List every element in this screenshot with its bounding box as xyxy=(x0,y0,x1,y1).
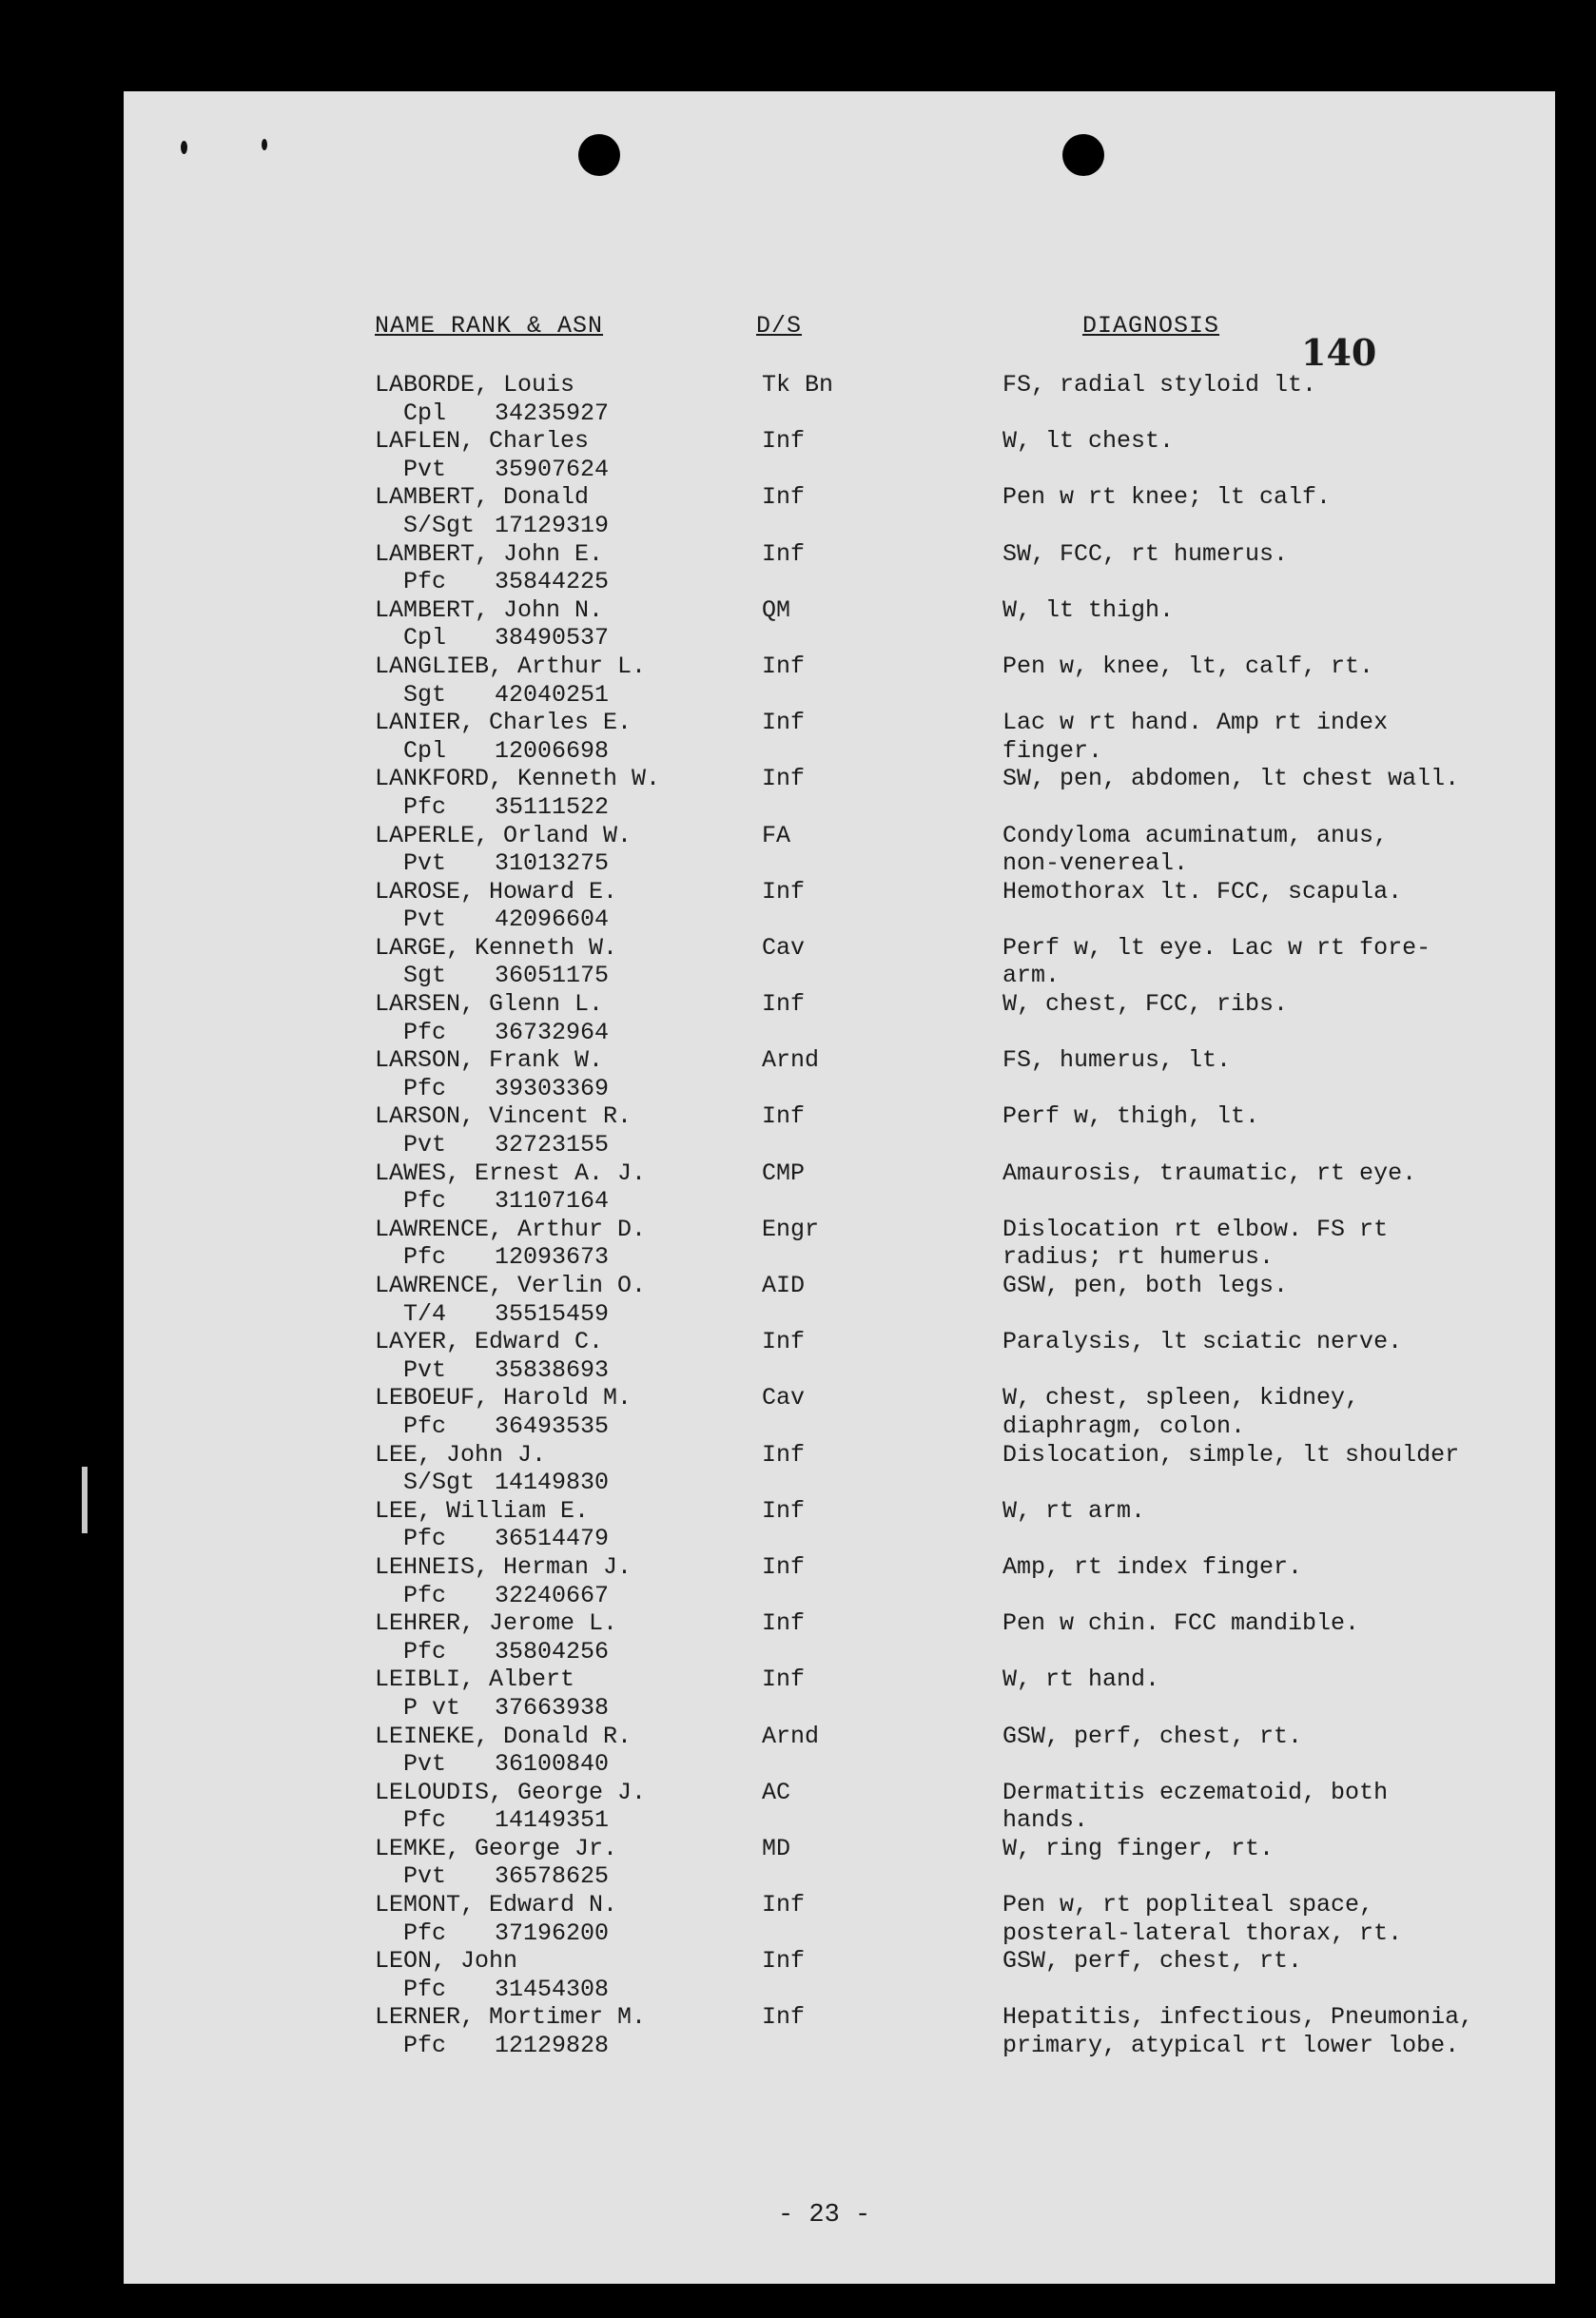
casualty-entry xyxy=(375,596,1516,653)
entry-name: LELOUDIS, George J. xyxy=(375,1778,647,1806)
entry-rank: Pfc xyxy=(403,2032,447,2060)
entry-diagnosis-continued: diaphragm, colon. xyxy=(1002,1412,1246,1440)
entry-rank: Pvt xyxy=(403,1355,447,1384)
casualty-entry xyxy=(375,1272,1516,1328)
entry-asn: 36732964 xyxy=(495,1018,610,1046)
entry-unit: Inf xyxy=(762,483,806,512)
entry-rank: Pfc xyxy=(403,1243,447,1272)
entry-unit: Engr xyxy=(762,1215,820,1243)
casualty-entry xyxy=(375,1665,1516,1722)
casualty-entry xyxy=(375,1553,1516,1609)
entry-rank: Pfc xyxy=(403,1637,447,1665)
casualty-entry xyxy=(375,1779,1516,1835)
entry-unit: Inf xyxy=(762,1440,806,1469)
entry-unit: MD xyxy=(762,1834,791,1862)
entry-name: LAWRENCE, Verlin O. xyxy=(375,1272,647,1299)
entry-rank: Cpl xyxy=(403,624,447,653)
entry-diagnosis: Perf w, lt eye. Lac w rt fore- xyxy=(1002,933,1431,962)
entry-name: LAPERLE, Orland W. xyxy=(375,821,633,849)
entry-rank: Pfc xyxy=(403,1525,447,1553)
entry-name: LABORDE, Louis xyxy=(375,371,575,399)
casualty-entry xyxy=(375,1609,1516,1665)
entry-rank: Pfc xyxy=(403,1975,447,2003)
entry-diagnosis: Dislocation, simple, lt shoulder xyxy=(1002,1440,1460,1469)
entry-name: LAROSE, Howard E. xyxy=(375,877,618,906)
entry-asn: 12006698 xyxy=(495,736,610,765)
casualty-entry xyxy=(375,822,1516,878)
document-page xyxy=(124,91,1555,2284)
entry-rank: Pfc xyxy=(403,1187,447,1216)
entry-unit: AC xyxy=(762,1778,791,1806)
entry-asn: 12093673 xyxy=(495,1243,610,1272)
entry-asn: 32240667 xyxy=(495,1581,610,1609)
entry-asn: 35844225 xyxy=(495,568,610,596)
entry-unit: Cav xyxy=(762,933,806,962)
margin-speck xyxy=(181,141,187,154)
entry-name: LAMBERT, Donald xyxy=(375,483,590,512)
entry-rank: Pvt xyxy=(403,1131,447,1159)
entry-unit: Tk Bn xyxy=(762,371,834,399)
entry-diagnosis: Dermatitis eczematoid, both xyxy=(1002,1778,1389,1806)
margin-speck xyxy=(262,139,267,150)
entry-diagnosis-continued: arm. xyxy=(1002,962,1061,990)
entry-name: LEMONT, Edward N. xyxy=(375,1891,618,1919)
entry-unit: Arnd xyxy=(762,1046,820,1075)
entry-diagnosis-continued: hands. xyxy=(1002,1806,1089,1835)
casualty-entry xyxy=(375,540,1516,596)
entry-rank: Pfc xyxy=(403,568,447,596)
entry-diagnosis: FS, radial styloid lt. xyxy=(1002,371,1317,399)
entry-rank: Cpl xyxy=(403,736,447,765)
casualty-entry xyxy=(375,653,1516,709)
entry-rank: S/Sgt xyxy=(403,511,476,539)
entry-diagnosis: SW, FCC, rt humerus. xyxy=(1002,539,1289,568)
entry-name: LAMBERT, John N. xyxy=(375,595,604,624)
entry-diagnosis: Pen w, knee, lt, calf, rt. xyxy=(1002,652,1374,680)
entry-name: LEIBLI, Albert xyxy=(375,1665,575,1694)
entry-rank: P vt xyxy=(403,1693,461,1722)
entry-rank: Pfc xyxy=(403,1074,447,1102)
entry-name: LARSEN, Glenn L. xyxy=(375,990,604,1019)
entry-asn: 37196200 xyxy=(495,1919,610,1947)
entry-unit: Inf xyxy=(762,427,806,456)
casualty-entry xyxy=(375,1947,1516,2003)
entry-rank: Pvt xyxy=(403,1862,447,1891)
entry-diagnosis: Lac w rt hand. Amp rt index xyxy=(1002,709,1389,737)
entry-diagnosis: W, rt arm. xyxy=(1002,1496,1146,1525)
column-header-name-rank-asn: NAME RANK & ASN xyxy=(375,312,604,340)
casualty-entry xyxy=(375,1328,1516,1384)
casualty-entry xyxy=(375,1891,1516,1947)
casualty-entry xyxy=(375,427,1516,483)
entry-unit: Arnd xyxy=(762,1722,820,1750)
entry-asn: 32723155 xyxy=(495,1131,610,1159)
entry-diagnosis-continued: primary, atypical rt lower lobe. xyxy=(1002,2032,1460,2060)
entry-name: LAWRENCE, Arthur D. xyxy=(375,1215,647,1243)
entry-diagnosis: Hemothorax lt. FCC, scapula. xyxy=(1002,877,1403,906)
entry-rank: Pfc xyxy=(403,1919,447,1947)
casualty-entry xyxy=(375,1497,1516,1553)
entry-asn: 31107164 xyxy=(495,1187,610,1216)
casualty-entry xyxy=(375,2003,1516,2059)
casualty-entry xyxy=(375,1102,1516,1159)
entry-rank: Pfc xyxy=(403,1581,447,1609)
entry-name: LEE, William E. xyxy=(375,1496,590,1525)
entry-name: LEHRER, Jerome L. xyxy=(375,1609,618,1638)
entry-diagnosis: Paralysis, lt sciatic nerve. xyxy=(1002,1328,1403,1356)
entry-asn: 31454308 xyxy=(495,1975,610,2003)
entry-name: LARGE, Kenneth W. xyxy=(375,933,618,962)
entry-name: LAMBERT, John E. xyxy=(375,539,604,568)
entry-asn: 36493535 xyxy=(495,1412,610,1440)
entry-asn: 36578625 xyxy=(495,1862,610,1891)
entry-asn: 37663938 xyxy=(495,1693,610,1722)
entry-unit: AID xyxy=(762,1272,806,1299)
entry-name: LARSON, Frank W. xyxy=(375,1046,604,1075)
entry-unit: Inf xyxy=(762,539,806,568)
entry-asn: 35515459 xyxy=(495,1299,610,1328)
entry-rank: Pvt xyxy=(403,906,447,934)
entry-unit: Inf xyxy=(762,990,806,1019)
entry-rank: Sgt xyxy=(403,962,447,990)
casualty-entry xyxy=(375,709,1516,765)
casualty-entry xyxy=(375,1723,1516,1779)
entry-unit: Inf xyxy=(762,765,806,793)
page-number: 140 xyxy=(1301,331,1377,374)
entry-diagnosis: Condyloma acuminatum, anus, xyxy=(1002,821,1389,849)
entry-asn: 12129828 xyxy=(495,2032,610,2060)
entry-asn: 42040251 xyxy=(495,680,610,709)
entry-diagnosis: Amaurosis, traumatic, rt eye. xyxy=(1002,1159,1417,1187)
page-footer: - 23 - xyxy=(778,2201,871,2230)
entry-name: LANIER, Charles E. xyxy=(375,709,633,737)
entry-unit: Inf xyxy=(762,2003,806,2032)
entry-rank: Pfc xyxy=(403,792,447,821)
entry-name: LEMKE, George Jr. xyxy=(375,1834,618,1862)
casualty-entry xyxy=(375,1384,1516,1440)
entry-asn: 38490537 xyxy=(495,624,610,653)
entry-rank: Pfc xyxy=(403,1412,447,1440)
entry-diagnosis: GSW, perf, chest, rt. xyxy=(1002,1722,1303,1750)
entry-name: LEINEKE, Donald R. xyxy=(375,1722,633,1750)
entry-diagnosis: Pen w, rt popliteal space, xyxy=(1002,1891,1374,1919)
casualty-entry xyxy=(375,1159,1516,1216)
entry-diagnosis: Amp, rt index finger. xyxy=(1002,1552,1303,1581)
entry-unit: Inf xyxy=(762,1552,806,1581)
entry-diagnosis: W, rt hand. xyxy=(1002,1665,1160,1694)
entry-name: LEON, John xyxy=(375,1947,518,1976)
entry-asn: 35838693 xyxy=(495,1355,610,1384)
entry-diagnosis: FS, humerus, lt. xyxy=(1002,1046,1232,1075)
entry-diagnosis-continued: posteral-lateral thorax, rt. xyxy=(1002,1919,1403,1947)
casualty-entry xyxy=(375,934,1516,990)
casualty-entry xyxy=(375,483,1516,539)
entry-unit: Inf xyxy=(762,709,806,737)
entry-name: LEHNEIS, Herman J. xyxy=(375,1552,633,1581)
casualty-entry xyxy=(375,878,1516,934)
entry-unit: FA xyxy=(762,821,791,849)
entry-rank: Pvt xyxy=(403,849,447,878)
entry-rank: Pvt xyxy=(403,455,447,483)
punch-hole-left xyxy=(578,134,620,176)
entry-name: LAFLEN, Charles xyxy=(375,427,590,456)
entry-asn: 35804256 xyxy=(495,1637,610,1665)
entry-unit: Inf xyxy=(762,1947,806,1976)
entry-unit: Inf xyxy=(762,1609,806,1638)
entry-diagnosis-continued: radius; rt humerus. xyxy=(1002,1243,1275,1272)
entry-diagnosis: Dislocation rt elbow. FS rt xyxy=(1002,1215,1389,1243)
entry-unit: CMP xyxy=(762,1159,806,1187)
entry-asn: 31013275 xyxy=(495,849,610,878)
entry-name: LANKFORD, Kenneth W. xyxy=(375,765,661,793)
entry-diagnosis: W, ring finger, rt. xyxy=(1002,1834,1275,1862)
entry-diagnosis: Hepatitis, infectious, Pneumonia, xyxy=(1002,2003,1474,2032)
entry-asn: 36051175 xyxy=(495,962,610,990)
casualty-entry xyxy=(375,765,1516,821)
entry-name: LANGLIEB, Arthur L. xyxy=(375,652,647,680)
entry-rank: S/Sgt xyxy=(403,1469,476,1497)
entry-unit: Inf xyxy=(762,652,806,680)
entry-diagnosis: Pen w chin. FCC mandible. xyxy=(1002,1609,1360,1638)
entry-diagnosis: Perf w, thigh, lt. xyxy=(1002,1102,1260,1131)
entry-diagnosis-continued: finger. xyxy=(1002,736,1103,765)
entry-unit: Inf xyxy=(762,877,806,906)
entry-asn: 35111522 xyxy=(495,792,610,821)
entry-name: LAWES, Ernest A. J. xyxy=(375,1159,647,1187)
entry-diagnosis: W, lt thigh. xyxy=(1002,595,1175,624)
entry-diagnosis: GSW, pen, both legs. xyxy=(1002,1272,1289,1299)
casualty-entry xyxy=(375,1441,1516,1497)
entry-asn: 42096604 xyxy=(495,906,610,934)
entry-asn: 14149351 xyxy=(495,1806,610,1835)
entry-diagnosis: GSW, perf, chest, rt. xyxy=(1002,1947,1303,1976)
entry-asn: 17129319 xyxy=(495,511,610,539)
entry-unit: Inf xyxy=(762,1496,806,1525)
entry-rank: Cpl xyxy=(403,399,447,427)
entry-rank: Pfc xyxy=(403,1806,447,1835)
entry-rank: Sgt xyxy=(403,680,447,709)
entry-asn: 34235927 xyxy=(495,399,610,427)
edge-mark xyxy=(82,1467,88,1533)
entry-rank: T/4 xyxy=(403,1299,447,1328)
entry-name: LERNER, Mortimer M. xyxy=(375,2003,647,2032)
casualty-list xyxy=(375,371,1516,2060)
entry-name: LEBOEUF, Harold M. xyxy=(375,1384,633,1412)
entry-asn: 35907624 xyxy=(495,455,610,483)
punch-hole-right xyxy=(1062,134,1104,176)
casualty-entry xyxy=(375,371,1516,427)
entry-diagnosis: Pen w rt knee; lt calf. xyxy=(1002,483,1332,512)
column-header-diagnosis: DIAGNOSIS xyxy=(1082,312,1220,340)
column-header-ds: D/S xyxy=(756,312,803,340)
entry-unit: Cav xyxy=(762,1384,806,1412)
entry-asn: 36100840 xyxy=(495,1750,610,1779)
entry-asn: 36514479 xyxy=(495,1525,610,1553)
entry-rank: Pfc xyxy=(403,1018,447,1046)
entry-name: LARSON, Vincent R. xyxy=(375,1102,633,1131)
entry-name: LEE, John J. xyxy=(375,1440,547,1469)
casualty-entry xyxy=(375,1046,1516,1102)
entry-unit: Inf xyxy=(762,1328,806,1356)
entry-unit: QM xyxy=(762,595,791,624)
entry-asn: 14149830 xyxy=(495,1469,610,1497)
entry-asn: 39303369 xyxy=(495,1074,610,1102)
entry-diagnosis: W, lt chest. xyxy=(1002,427,1175,456)
entry-diagnosis: W, chest, spleen, kidney, xyxy=(1002,1384,1360,1412)
entry-diagnosis-continued: non-venereal. xyxy=(1002,849,1189,878)
entry-diagnosis: SW, pen, abdomen, lt chest wall. xyxy=(1002,765,1460,793)
casualty-entry xyxy=(375,990,1516,1046)
entry-unit: Inf xyxy=(762,1891,806,1919)
entry-unit: Inf xyxy=(762,1102,806,1131)
entry-unit: Inf xyxy=(762,1665,806,1694)
entry-diagnosis: W, chest, FCC, ribs. xyxy=(1002,990,1289,1019)
casualty-entry xyxy=(375,1835,1516,1891)
casualty-entry xyxy=(375,1216,1516,1272)
entry-name: LAYER, Edward C. xyxy=(375,1328,604,1356)
entry-rank: Pvt xyxy=(403,1750,447,1779)
